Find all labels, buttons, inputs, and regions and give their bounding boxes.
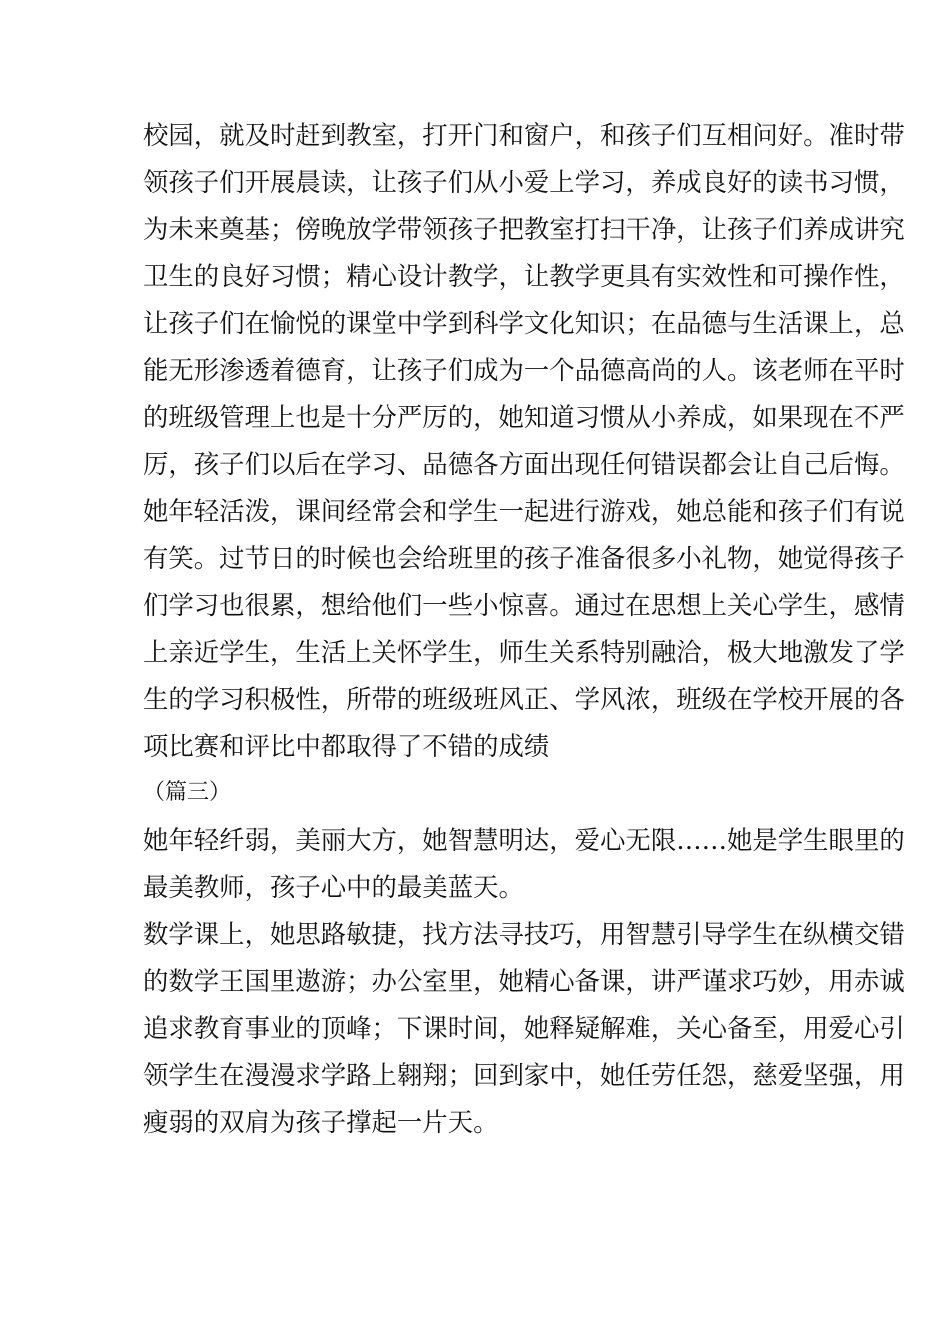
text-line: 为未来奠基；傍晚放学带领孩子把教室打扫干净，让孩子们养成讲究 (143, 214, 905, 244)
text-line: 上亲近学生，生活上关怀学生，师生关系特别融洽，极大地激发了学 (143, 637, 905, 667)
text-line: 的班级管理上也是十分严厉的，她知道习惯从小养成，如果现在不严 (143, 402, 905, 432)
text-line: 厉，孩子们以后在学习、品德各方面出现任何错误都会让自己后悔。 (143, 449, 905, 479)
text-line: 瘦弱的双肩为孩子撑起一片天。 (143, 1107, 499, 1137)
text-line: 她年轻活泼，课间经常会和学生一起进行游戏，她总能和孩子们有说 (143, 496, 905, 526)
text-line: 项比赛和评比中都取得了不错的成绩 (143, 731, 550, 761)
text-line: 领学生在漫漫求学路上翱翔；回到家中，她任劳任怨，慈爱坚强，用 (143, 1060, 905, 1090)
text-line: 卫生的良好习惯；精心设计教学，让教学更具有实效性和可操作性， (143, 261, 905, 291)
section-heading: （篇三） (143, 780, 232, 805)
text-line: 校园，就及时赶到教室，打开门和窗户，和孩子们互相问好。准时带 (143, 120, 905, 150)
text-line: 最美教师，孩子心中的最美蓝天。 (143, 872, 524, 902)
text-line: 有笑。过节日的时候也会给班里的孩子准备很多小礼物，她觉得孩子 (143, 543, 905, 573)
text-line: 数学课上，她思路敏捷，找方法寻技巧，用智慧引导学生在纵横交错 (143, 919, 905, 949)
text-line: 能无形渗透着德育，让孩子们成为一个品德高尚的人。该老师在平时 (143, 355, 905, 385)
text-line: 生的学习积极性，所带的班级班风正、学风浓，班级在学校开展的各 (143, 684, 905, 714)
text-line: 她年轻纤弱，美丽大方，她智慧明达，爱心无限……她是学生眼里的 (143, 825, 905, 855)
text-line: 追求教育事业的顶峰；下课时间，她释疑解难，关心备至，用爱心引 (143, 1013, 905, 1043)
text-line: 的数学王国里遨游；办公室里，她精心备课，讲严谨求巧妙，用赤诚 (143, 966, 905, 996)
text-line: 领孩子们开展晨读，让孩子们从小爱上学习，养成良好的读书习惯， (143, 167, 905, 197)
text-line: 们学习也很累，想给他们一些小惊喜。通过在思想上关心学生，感情 (143, 590, 905, 620)
text-line: 让孩子们在愉悦的课堂中学到科学文化知识；在品德与生活课上，总 (143, 308, 905, 338)
